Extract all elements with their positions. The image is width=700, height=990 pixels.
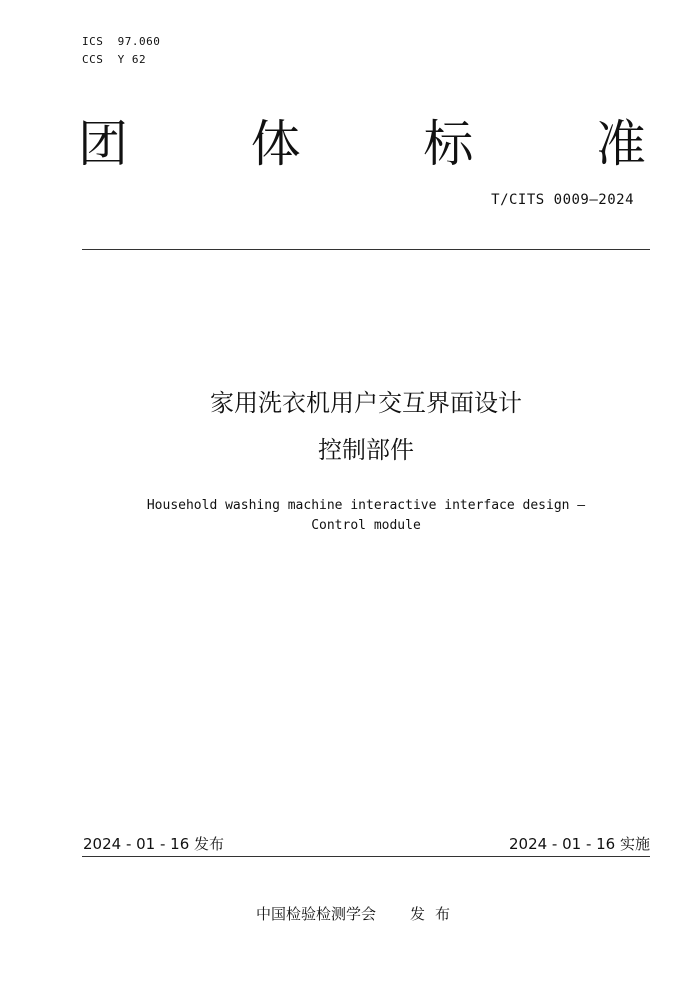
title-english-line-2: Control module [311, 518, 421, 533]
standard-type-char: 标 [423, 115, 474, 173]
standard-number: T/CITS 0009—2024 [491, 192, 634, 208]
title-english-line-1: Household washing machine interactive interface design – [146, 498, 586, 513]
standard-type-char: 体 [250, 115, 301, 173]
publisher-action: 发布 [410, 905, 461, 923]
ics-code: ICS 97.060 [82, 35, 161, 48]
publisher-line [256, 904, 460, 924]
implementation-date: 2024 - 01 - 16 实施 [508, 835, 650, 853]
standard-type-title [78, 112, 646, 176]
bottom-divider [82, 856, 650, 857]
issue-date: 2024 - 01 - 16 发布 [83, 835, 225, 853]
title-chinese-line-2: 控制部件 [318, 436, 414, 464]
publisher-name: 中国检验检测学会 [256, 905, 377, 923]
title-chinese-line-1: 家用洗衣机用户交互界面设计 [210, 389, 522, 417]
standard-type-char: 准 [595, 115, 646, 173]
top-divider [82, 249, 650, 250]
standard-type-char: 团 [78, 115, 128, 173]
ccs-code: CCS Y 62 [82, 53, 147, 66]
